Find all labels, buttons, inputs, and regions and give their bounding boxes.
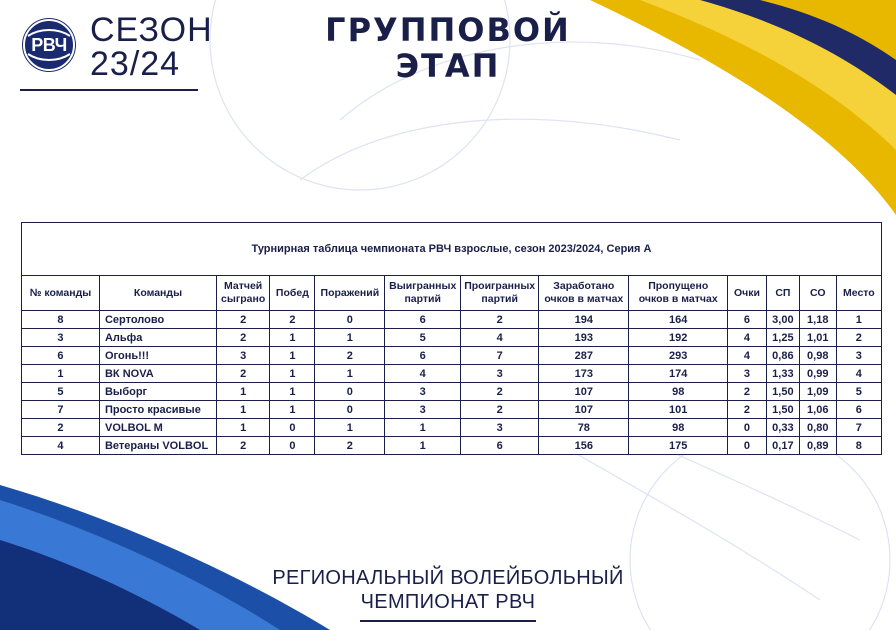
table-cell: 2 bbox=[216, 365, 269, 383]
column-header bbox=[315, 276, 385, 311]
table-cell: 1 bbox=[270, 401, 315, 419]
table-cell: 4 bbox=[727, 329, 766, 347]
table-cell: 3 bbox=[461, 419, 539, 437]
column-header-text: очков в матчах bbox=[638, 293, 718, 305]
table-cell: 0 bbox=[315, 383, 385, 401]
table-cell: 0,98 bbox=[799, 347, 836, 365]
table-cell: 2 bbox=[216, 437, 269, 455]
table-row bbox=[22, 419, 882, 437]
table-cell: 1 bbox=[270, 383, 315, 401]
column-header-text: партий bbox=[481, 293, 518, 305]
season-label: СЕЗОН bbox=[90, 11, 213, 49]
table-cell: 2 bbox=[270, 311, 315, 329]
column-header-text: очков в матчах bbox=[544, 293, 624, 305]
table-cell: 1 bbox=[270, 329, 315, 347]
table-cell: 0,17 bbox=[766, 437, 799, 455]
table-cell: 2 bbox=[836, 329, 881, 347]
logo-block bbox=[20, 11, 213, 92]
column-header-text: Команды bbox=[133, 286, 183, 299]
table-cell: 0,80 bbox=[799, 419, 836, 437]
table-cell: 4 bbox=[22, 437, 100, 455]
table-cell: 3 bbox=[836, 347, 881, 365]
table-cell: 5 bbox=[836, 383, 881, 401]
team-name-cell: Просто красивые bbox=[99, 401, 216, 419]
table-cell: 1,18 bbox=[799, 311, 836, 329]
table-cell: 1 bbox=[385, 437, 461, 455]
table-cell: 175 bbox=[629, 437, 728, 455]
table-cell: 2 bbox=[22, 419, 100, 437]
table-cell: 173 bbox=[539, 365, 629, 383]
column-header-text: Побед bbox=[275, 286, 309, 299]
column-header-text: Проигранных bbox=[464, 280, 536, 292]
column-header bbox=[270, 276, 315, 311]
table-cell: 0 bbox=[727, 419, 766, 437]
table-cell: 2 bbox=[315, 347, 385, 365]
rvch-logo bbox=[22, 18, 76, 72]
table-cell: 3 bbox=[385, 401, 461, 419]
column-header-text: СП bbox=[775, 286, 791, 299]
season-underline bbox=[20, 89, 198, 91]
table-cell: 2 bbox=[461, 383, 539, 401]
table-cell: 1 bbox=[270, 347, 315, 365]
column-header bbox=[799, 276, 836, 311]
column-header bbox=[216, 276, 269, 311]
season-years: 23/24 bbox=[90, 45, 181, 83]
table-cell: 4 bbox=[385, 365, 461, 383]
table-cell: 1,33 bbox=[766, 365, 799, 383]
table-cell: 0 bbox=[727, 437, 766, 455]
table-cell: 98 bbox=[629, 419, 728, 437]
footer-title bbox=[250, 566, 646, 614]
table-cell: 192 bbox=[629, 329, 728, 347]
table-cell: 2 bbox=[727, 401, 766, 419]
table-cell: 287 bbox=[539, 347, 629, 365]
table-cell: 0 bbox=[270, 419, 315, 437]
table-cell: 1 bbox=[22, 365, 100, 383]
standings-table bbox=[21, 222, 882, 455]
table-cell: 7 bbox=[461, 347, 539, 365]
table-cell: 4 bbox=[461, 329, 539, 347]
table-cell: 5 bbox=[385, 329, 461, 347]
table-cell: 0,86 bbox=[766, 347, 799, 365]
logo-text: РВЧ bbox=[31, 34, 67, 55]
table-row bbox=[22, 311, 882, 329]
table-cell: 4 bbox=[727, 347, 766, 365]
table-cell: 193 bbox=[539, 329, 629, 347]
table-cell: 1 bbox=[315, 329, 385, 347]
table-cell: 0 bbox=[270, 437, 315, 455]
table-cell: 194 bbox=[539, 311, 629, 329]
table-row bbox=[22, 365, 882, 383]
table-cell: 78 bbox=[539, 419, 629, 437]
table-cell: 2 bbox=[727, 383, 766, 401]
table-cell: 1 bbox=[836, 311, 881, 329]
table-cell: 1,01 bbox=[799, 329, 836, 347]
table-row bbox=[22, 437, 882, 455]
table-cell: 4 bbox=[836, 365, 881, 383]
column-header bbox=[461, 276, 539, 311]
table-cell: 3 bbox=[385, 383, 461, 401]
table-header-row bbox=[22, 276, 882, 311]
table-cell: 7 bbox=[836, 419, 881, 437]
table-cell: 1,50 bbox=[766, 401, 799, 419]
footer-title-line1: РЕГИОНАЛЬНЫЙ ВОЛЕЙБОЛЬНЫЙ bbox=[272, 567, 624, 589]
team-name-cell: Выборг bbox=[99, 383, 216, 401]
table-row bbox=[22, 329, 882, 347]
table-cell: 1 bbox=[385, 419, 461, 437]
table-row bbox=[22, 383, 882, 401]
table-cell: 1 bbox=[270, 365, 315, 383]
column-header-text: Место bbox=[843, 286, 875, 299]
table-cell: 6 bbox=[22, 347, 100, 365]
table-cell: 6 bbox=[385, 311, 461, 329]
table-cell: 1 bbox=[216, 383, 269, 401]
table-cell: 0,99 bbox=[799, 365, 836, 383]
table-cell: 1 bbox=[315, 365, 385, 383]
table-row bbox=[22, 401, 882, 419]
table-cell: 6 bbox=[385, 347, 461, 365]
column-header-text: Поражений bbox=[320, 286, 380, 299]
column-header bbox=[539, 276, 629, 311]
column-header-text: Пропущено bbox=[648, 280, 709, 292]
table-cell: 156 bbox=[539, 437, 629, 455]
column-header bbox=[727, 276, 766, 311]
table-cell: 174 bbox=[629, 365, 728, 383]
table-body bbox=[22, 311, 882, 455]
stage-title bbox=[300, 12, 596, 84]
table-cell: 3 bbox=[727, 365, 766, 383]
table-cell: 164 bbox=[629, 311, 728, 329]
footer-underline bbox=[360, 620, 536, 622]
team-name-cell: ВК NOVA bbox=[99, 365, 216, 383]
column-header bbox=[836, 276, 881, 311]
team-name-cell: Огонь!!! bbox=[99, 347, 216, 365]
table-cell: 1 bbox=[315, 419, 385, 437]
table-cell: 2 bbox=[315, 437, 385, 455]
table-cell: 0,89 bbox=[799, 437, 836, 455]
table-cell: 1,09 bbox=[799, 383, 836, 401]
stage-title-line1: ГРУППОВОЙ bbox=[325, 11, 571, 49]
column-header bbox=[22, 276, 100, 311]
table-cell: 101 bbox=[629, 401, 728, 419]
column-header-text: Матчей bbox=[224, 280, 263, 292]
table-cell: 1,25 bbox=[766, 329, 799, 347]
table-cell: 6 bbox=[727, 311, 766, 329]
table-cell: 0 bbox=[315, 401, 385, 419]
table-cell: 1 bbox=[216, 419, 269, 437]
table-cell: 3,00 bbox=[766, 311, 799, 329]
column-header bbox=[385, 276, 461, 311]
table-cell: 2 bbox=[461, 311, 539, 329]
table-cell: 107 bbox=[539, 383, 629, 401]
table-cell: 0 bbox=[315, 311, 385, 329]
table-cell: 0,33 bbox=[766, 419, 799, 437]
table-cell: 2 bbox=[461, 401, 539, 419]
table-cell: 1,50 bbox=[766, 383, 799, 401]
table-cell: 3 bbox=[461, 365, 539, 383]
column-header bbox=[766, 276, 799, 311]
column-header-text: Очки bbox=[733, 286, 760, 299]
footer-title-line2: ЧЕМПИОНАТ РВЧ bbox=[360, 591, 536, 613]
table-cell: 5 bbox=[22, 383, 100, 401]
table-cell: 107 bbox=[539, 401, 629, 419]
table-cell: 2 bbox=[216, 329, 269, 347]
column-header-text: Заработано bbox=[553, 280, 615, 292]
team-name-cell: Сертолово bbox=[99, 311, 216, 329]
column-header-text: партий bbox=[404, 293, 441, 305]
table-cell: 1 bbox=[216, 401, 269, 419]
stage-title-line2: ЭТАП bbox=[395, 47, 501, 85]
table-row bbox=[22, 347, 882, 365]
column-header-text: № команды bbox=[29, 286, 92, 299]
table-cell: 6 bbox=[461, 437, 539, 455]
table-cell: 6 bbox=[836, 401, 881, 419]
table-cell: 7 bbox=[22, 401, 100, 419]
table-cell: 98 bbox=[629, 383, 728, 401]
column-header-text: СО bbox=[810, 286, 826, 299]
table-cell: 1,06 bbox=[799, 401, 836, 419]
column-header bbox=[99, 276, 216, 311]
column-header-text: Выигранных bbox=[389, 280, 457, 292]
table-cell: 293 bbox=[629, 347, 728, 365]
team-name-cell: VOLBOL M bbox=[99, 419, 216, 437]
table-cell: 2 bbox=[216, 311, 269, 329]
team-name-cell: Ветераны VOLBOL bbox=[99, 437, 216, 455]
table-cell: 3 bbox=[216, 347, 269, 365]
table-cell: 8 bbox=[22, 311, 100, 329]
column-header bbox=[629, 276, 728, 311]
column-header-text: сыграно bbox=[221, 293, 266, 305]
table-caption: Турнирная таблица чемпионата РВЧ взрослые, сезон 2023/2024, Серия А bbox=[22, 223, 882, 276]
team-name-cell: Альфа bbox=[99, 329, 216, 347]
table-cell: 8 bbox=[836, 437, 881, 455]
table-cell: 3 bbox=[22, 329, 100, 347]
